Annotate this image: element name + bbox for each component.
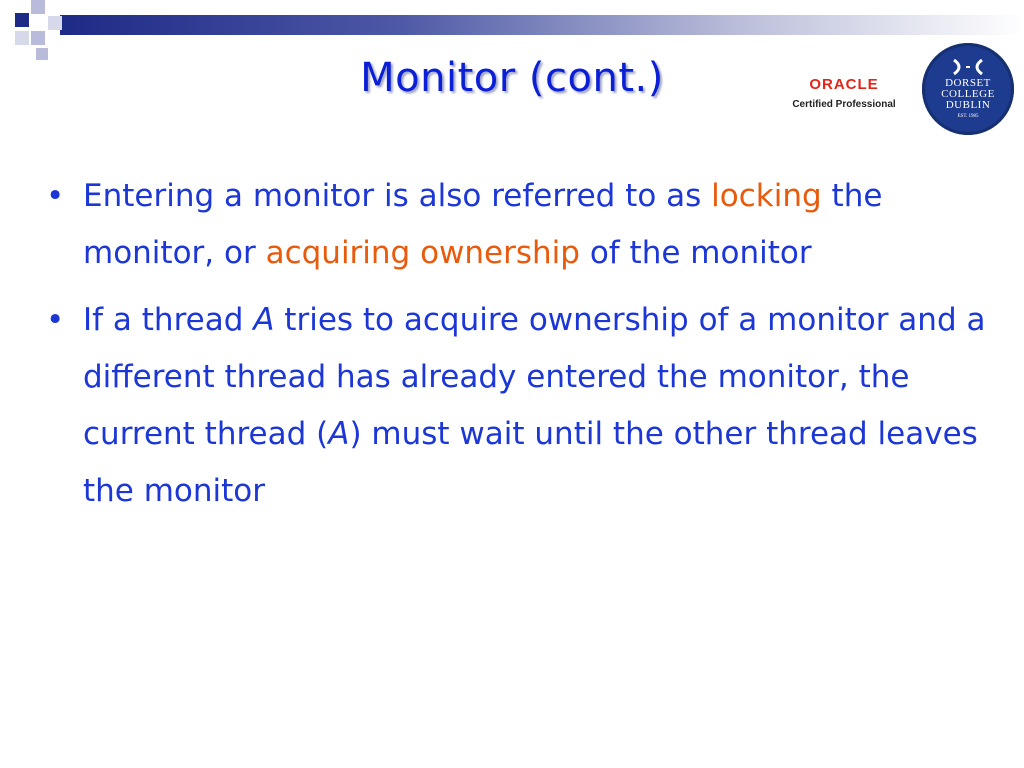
highlighted-term: acquiring ownership [265, 235, 580, 271]
highlighted-term: locking [711, 178, 822, 214]
bullet-item [44, 292, 994, 520]
bullet-item [44, 168, 994, 282]
bullet-text: Entering a monitor is also referred to as [83, 178, 712, 214]
bullet-marker: • [46, 178, 65, 214]
college-emblem-icon [950, 58, 986, 76]
header-accent-bar [60, 15, 1024, 35]
bullet-text: of the monitor [579, 235, 812, 271]
dorset-college-logo [922, 43, 1014, 135]
bullet-text: If a thread [83, 302, 254, 338]
oracle-logo [786, 76, 902, 120]
italic-thread-name: A [253, 302, 275, 338]
college-name-line: DORSET [945, 76, 991, 89]
oracle-wordmark: ORACLE [809, 76, 879, 93]
college-established-text: EST. 1985 [957, 113, 979, 119]
deco-square [15, 13, 29, 27]
bullet-list [44, 168, 994, 530]
deco-square [48, 16, 62, 30]
bullet-text: the monitor, or [83, 178, 883, 271]
bullet-text: ) must wait until the other thread leaves the monitor [83, 416, 978, 509]
slide-title: Monitor (cont.) [360, 55, 664, 101]
deco-square [31, 31, 45, 45]
deco-square [31, 0, 45, 14]
deco-square [15, 31, 29, 45]
bullet-text: tries to acquire ownership of a monitor and a different thread has already entered the monitor, the current thread ( [83, 302, 986, 452]
bullet-marker: • [46, 302, 65, 338]
college-name-line: COLLEGE [941, 87, 995, 100]
oracle-certification-text: Certified Professional [792, 99, 896, 110]
italic-thread-name: A [328, 416, 350, 452]
college-name-line: DUBLIN [945, 98, 991, 111]
